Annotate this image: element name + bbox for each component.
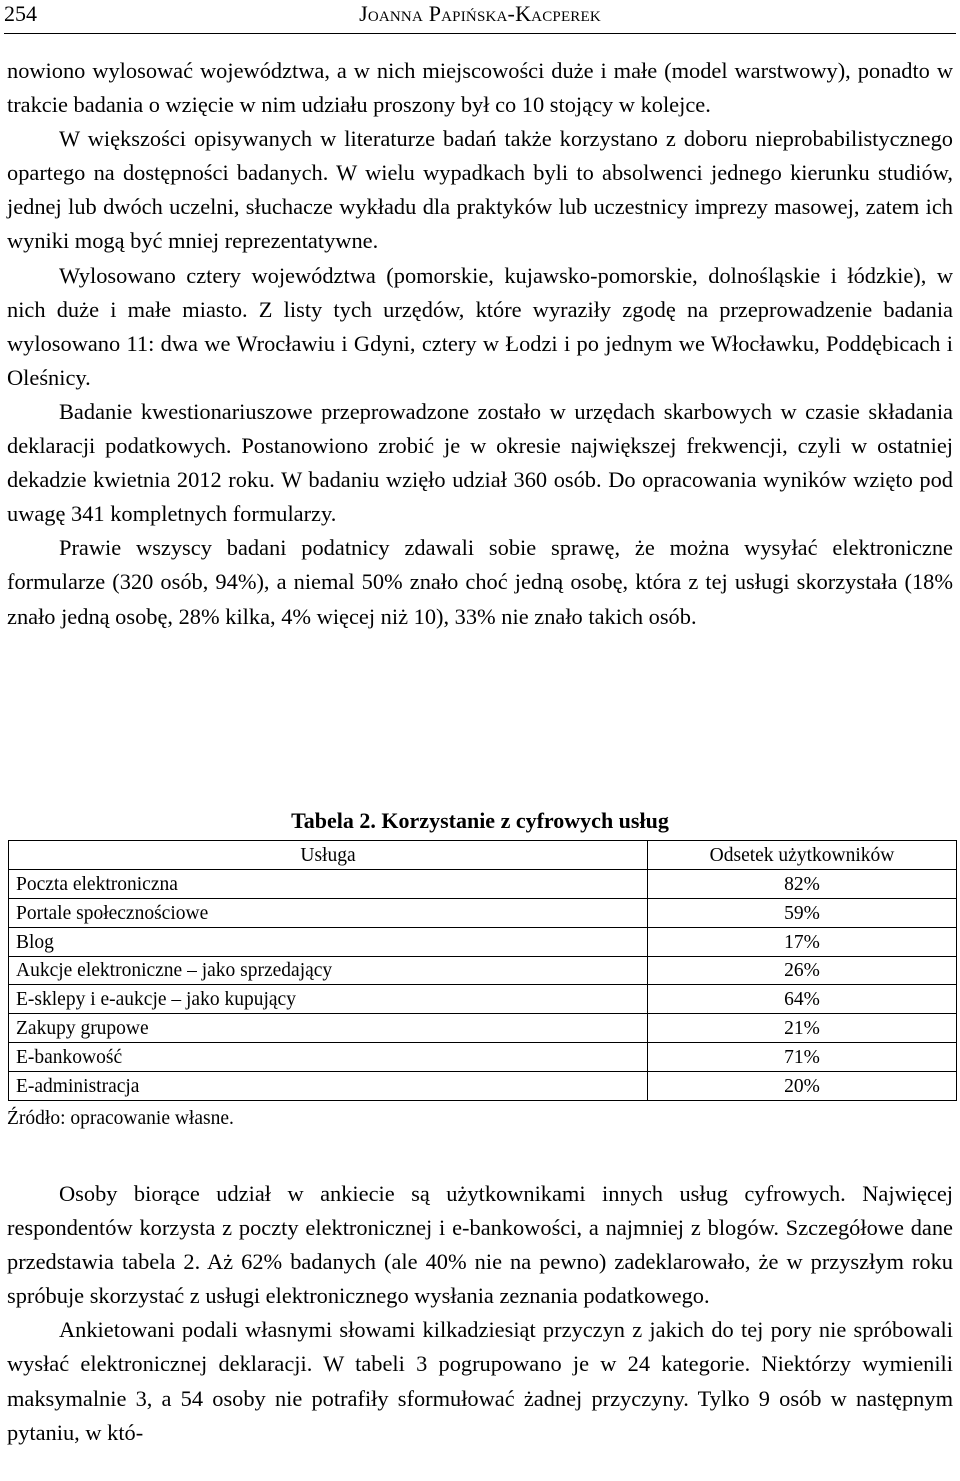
service-cell: Zakupy grupowe [9, 1014, 648, 1043]
table-row [9, 927, 957, 956]
body-text-bottom [7, 1177, 953, 1450]
page-header [4, 0, 956, 34]
table-row [9, 898, 957, 927]
table-row [9, 869, 957, 898]
value-cell: 21% [648, 1014, 957, 1043]
table-row [9, 985, 957, 1014]
services-table [8, 840, 957, 1101]
table-title: Tabela 2. Korzystanie z cyfrowych usług [291, 808, 669, 833]
value-cell: 17% [648, 927, 957, 956]
paragraph: nowiono wylosować województwa, a w nich miejscowości duże i małe (model warstwowy), ponadto w trakcie badania o wzięcie w nim udziału proszony był co 10 stojący w kolejce. [7, 58, 953, 118]
value-cell: 71% [648, 1043, 957, 1072]
table-row [9, 956, 957, 985]
value-cell: 82% [648, 869, 957, 898]
paragraph: Prawie wszyscy badani podatnicy zdawali sobie sprawę, że można wysyłać elektroniczne formularze (320 osób, 94%), a niemal 50% znało choć jedną osobę, która z tej usługi skorzystała (18% znało jedną osobę, 28% kilka, 4% więcej niż 10), 33% nie znało takich osób. [7, 535, 953, 629]
table-header-row [9, 841, 957, 870]
paragraph: Wylosowano cztery województwa (pomorskie, kujawsko-pomorskie, dolnośląskie i łódzkie), w nich duże i małe miasto. Z listy tych urzędów, które wyraziły zgodę na przeprowadzenie badania wylosowano 11: dwa we Wrocławiu i Gdyni, cztery w Łodzi i po jednym we Włocławku, Poddębicach i Oleśnicy. [7, 262, 953, 390]
running-head: Joanna Papińska-Kacperek [359, 1, 601, 26]
service-cell: Poczta elektroniczna [9, 869, 648, 898]
value-cell: 26% [648, 956, 957, 985]
column-header-share: Odsetek użytkowników [648, 841, 957, 870]
service-cell: E-administracja [9, 1072, 648, 1101]
service-cell: Aukcje elektroniczne – jako sprzedający [9, 956, 648, 985]
paragraph: Badanie kwestionariuszowe przeprowadzone zostało w urzędach skarbowych w czasie składania deklaracji podatkowych. Postanowiono zrobić je w okresie największej frekwencji, czyli w ostatniej dekadzie kwietnia 2012 roku. W badaniu wzięło udział 360 osób. Do opracowania wyników wzięto pod uwagę 341 kompletnych formularzy. [7, 398, 953, 527]
service-cell: E-bankowość [9, 1043, 648, 1072]
column-header-service: Usługa [9, 841, 648, 870]
table-row [9, 1043, 957, 1072]
service-cell: Blog [9, 927, 648, 956]
table-source-note: Źródło: opracowanie własne. [7, 1108, 234, 1129]
value-cell: 64% [648, 985, 957, 1014]
table-row [9, 1014, 957, 1043]
paragraph: Osoby biorące udział w ankiecie są użytkownikami innych usług cyfrowych. Najwięcej respondentów korzysta z poczty elektronicznej i e-bankowości, a najmniej z blogów. Szczegółowe dane przedstawia tabela 2. Aż 62% badanych (ale 40% nie na pewno) zadeklarowało, że w przyszłym roku spróbuje skorzystać z usługi elektronicznego wysłania zeznania podatkowego. [7, 1181, 953, 1309]
service-cell: E-sklepy i e-aukcje – jako kupujący [9, 985, 648, 1014]
body-text-top [7, 54, 953, 634]
paragraph: Ankietowani podali własnymi słowami kilkadziesiąt przyczyn z jakich do tej pory nie spróbowali wysłać elektronicznej deklaracji. W tabeli 3 pogrupowano je w 24 kategorie. Niektórzy wymienili maksymalnie 3, a 54 osoby nie potrafiły sformułować żadnej przyczyny. Tylko 9 osób w następnym pytaniu, w któ- [7, 1317, 953, 1445]
table-row [9, 1072, 957, 1101]
page-number: 254 [4, 1, 37, 26]
value-cell: 59% [648, 898, 957, 927]
service-cell: Portale społecznościowe [9, 898, 648, 927]
value-cell: 20% [648, 1072, 957, 1101]
paragraph: W większości opisywanych w literaturze badań także korzystano z doboru nieprobabilistycznego opartego na dostępności badanych. W wielu wypadkach byli to absolwenci jednego kierunku studiów, jednej lub dwóch uczelni, słuchacze wykładu dla praktyków lub uczestnicy imprezy masowej, zatem ich wyniki mogą być mniej reprezentatywne. [7, 126, 953, 254]
